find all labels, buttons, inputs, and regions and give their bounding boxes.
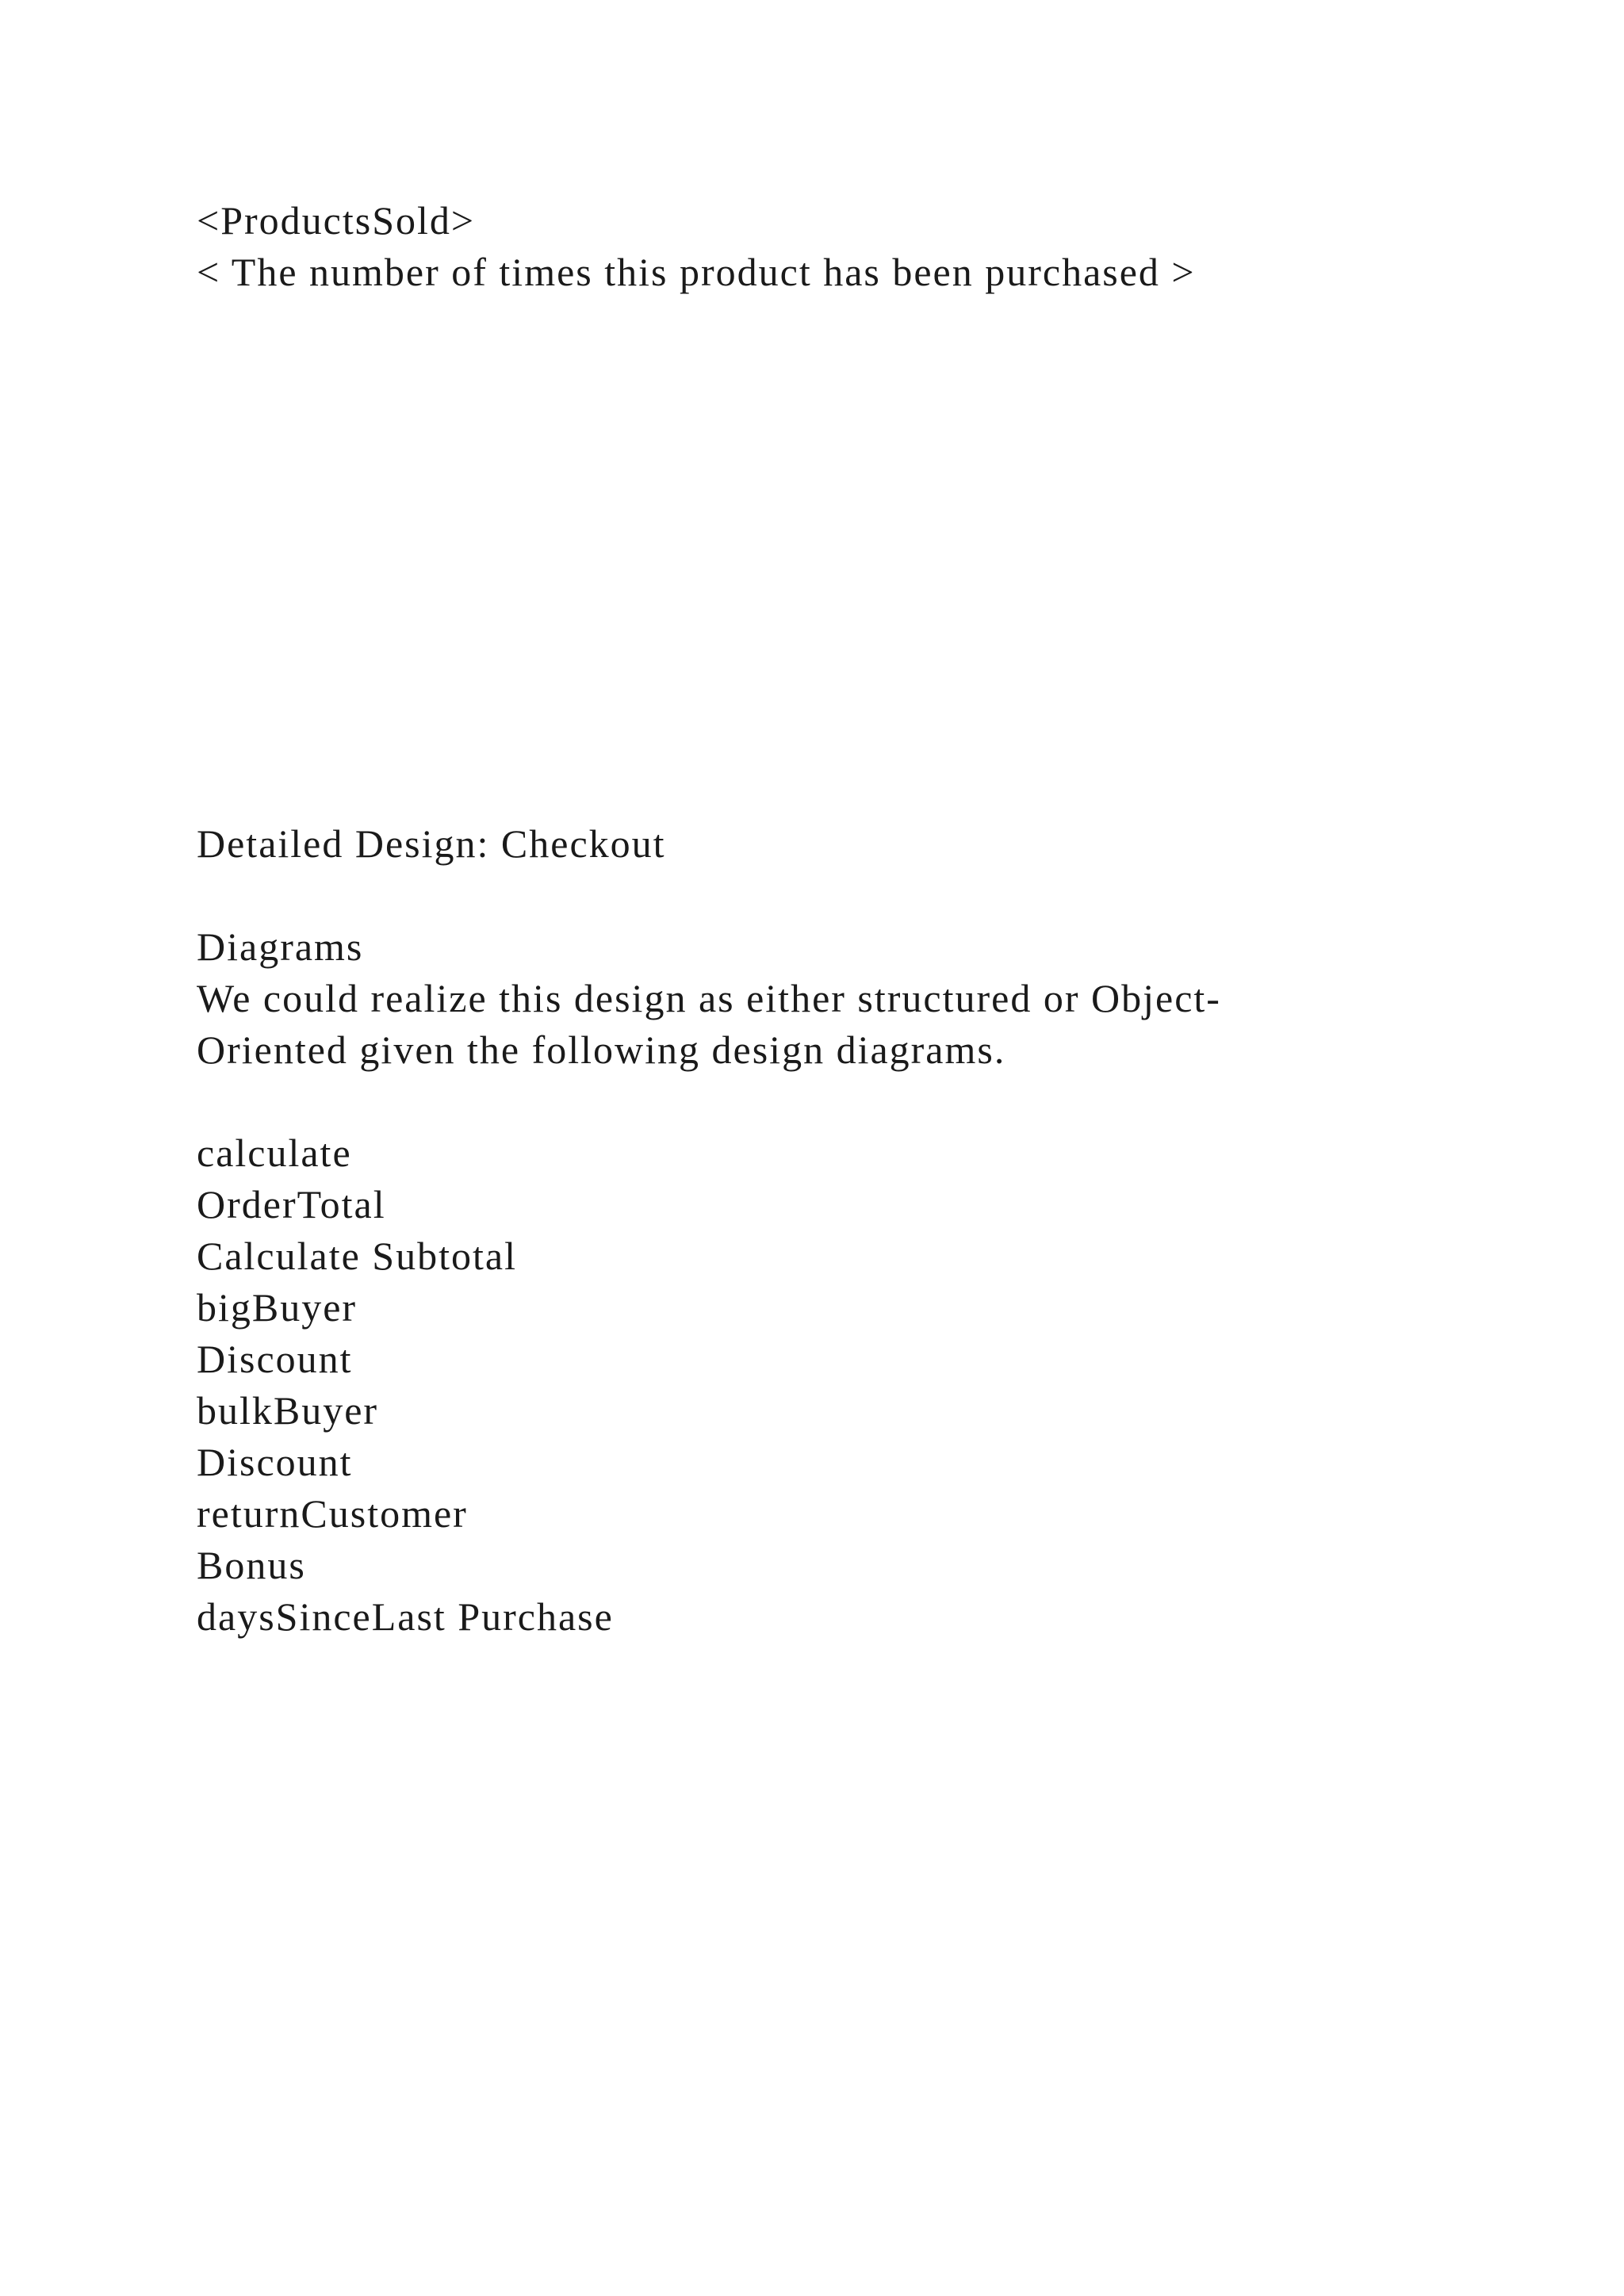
diagram-label: OrderTotal — [197, 1182, 386, 1226]
diagram-label: calculate — [197, 1131, 352, 1175]
diagram-label: Bonus — [197, 1543, 306, 1587]
products-sold-tag: <ProductsSold> — [197, 198, 476, 243]
diagram-label: Discount — [197, 1337, 353, 1381]
diagram-label: Calculate Subtotal — [197, 1234, 517, 1278]
diagram-label: Discount — [197, 1440, 353, 1484]
subsection-heading: Diagrams — [197, 924, 364, 969]
products-sold-description: < The number of times this product has been purchased > — [197, 250, 1196, 294]
diagram-label: bigBuyer — [197, 1285, 358, 1330]
paragraph-line: We could realize this design as either structured or Object- — [197, 976, 1221, 1020]
paragraph-line: Oriented given the following design diagrams. — [197, 1027, 1006, 1072]
section-heading: Detailed Design: Checkout — [197, 821, 666, 866]
diagram-label: daysSinceLast Purchase — [197, 1594, 614, 1639]
diagram-label: returnCustomer — [197, 1491, 468, 1536]
diagram-label: bulkBuyer — [197, 1388, 379, 1433]
